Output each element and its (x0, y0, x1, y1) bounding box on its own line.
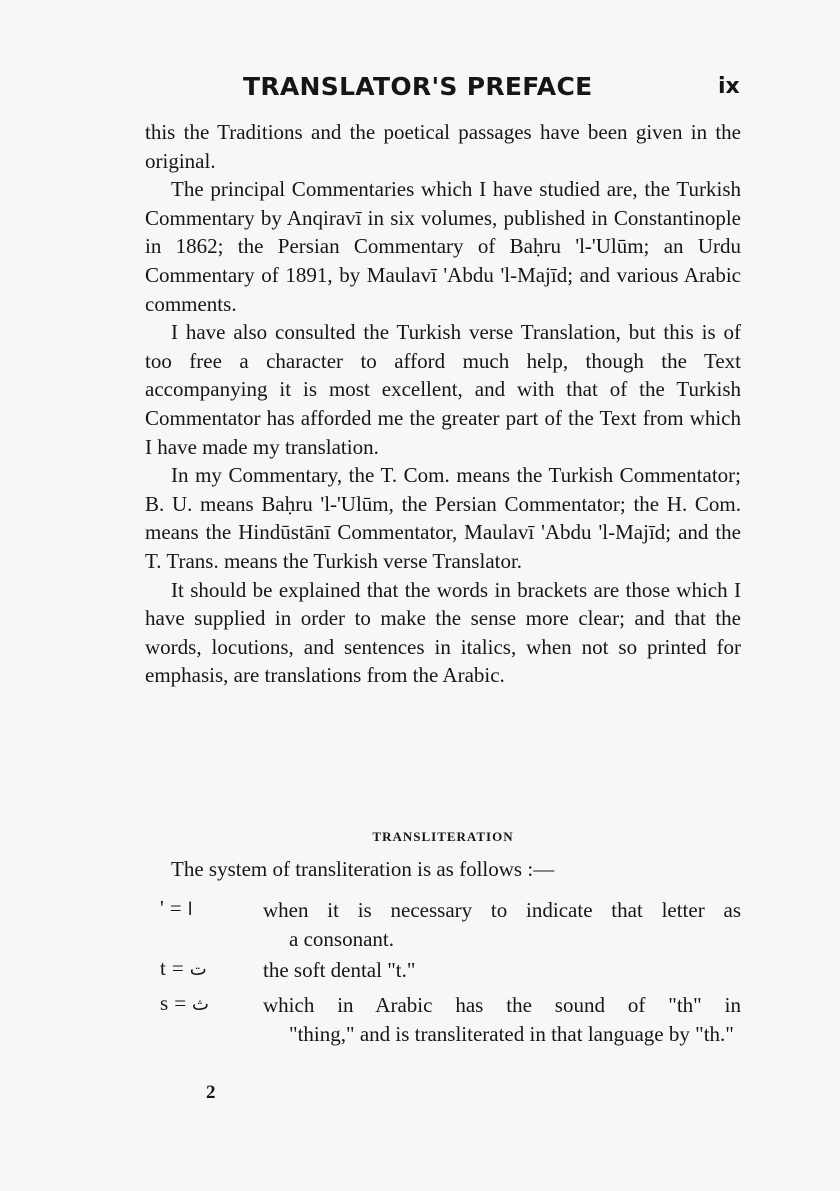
latin-letter: s (160, 991, 169, 1015)
transliteration-description (263, 956, 741, 985)
description-line: when it is necessary to indicate that letter as (263, 898, 741, 922)
transliteration-description (263, 896, 741, 953)
folio-number: ix (718, 74, 740, 99)
paragraph-brackets-italics: It should be explained that the words in brackets are those which I have supplied in order to make the sense more clear; and that the words, locutions, and sentences in italics, when not so printed for emphasis, are translations from the Arabic. (145, 577, 741, 688)
running-title: TRANSLATOR'S PREFACE (243, 72, 593, 101)
description-line: which in Arabic has the sound of "th" in (263, 993, 741, 1017)
transliteration-symbol: ' = ا (160, 896, 193, 920)
arabic-letter: ث (192, 994, 209, 1015)
preface-body (145, 118, 741, 690)
latin-letter: ' (160, 896, 164, 920)
description-continuation: "thing," and is transliterated in that language by "th." (289, 1021, 734, 1046)
arabic-letter: ا (187, 899, 193, 920)
section-heading-transliteration: TRANSLITERATION (372, 829, 514, 844)
arabic-letter: ت (189, 959, 207, 980)
paragraph-verse-translation: I have also consulted the Turkish verse Translation, but this is of too free a character to afford much help, though the Text accompanying it is most excellent, and with that of the Turkish Commentator has afforded me the greater part of the Text from which I have made my translation. (145, 320, 741, 459)
transliteration-intro: The system of transliteration is as follows :— (171, 857, 555, 881)
paragraph-abbreviations: In my Commentary, the T. Com. means the Turkish Commentator; B. U. means Baḥru 'l-'Ulūm, the Persian Commentator; the H. Com. means the Hindūstānī Commentator, Maulavī 'Abdu 'l-Majīd; and the T. Trans. means the Turkish verse Translator. (145, 463, 741, 573)
page-header (0, 72, 840, 108)
transliteration-symbol: s = ث (160, 991, 209, 1015)
description-line: the soft dental "t." (263, 958, 416, 982)
description-continuation: a consonant. (289, 926, 394, 951)
paragraph-commentaries: The principal Commentaries which I have studied are, the Turkish Commentary by Anqiravī in six volumes, published in Constantinople in 1862; the Persian Commentary of Baḥru 'l-'Ulūm; an Urdu Commentary of 1891, by Maulavī 'Abdu 'l-Majīd; and various Arabic comments. (145, 177, 741, 316)
latin-letter: t (160, 956, 166, 980)
paragraph-traditions: this the Traditions and the poetical passages have been given in the original. (145, 120, 741, 173)
transliteration-description (263, 991, 741, 1048)
page-number: 2 (206, 1082, 216, 1103)
transliteration-symbol: t = ت (160, 956, 207, 980)
